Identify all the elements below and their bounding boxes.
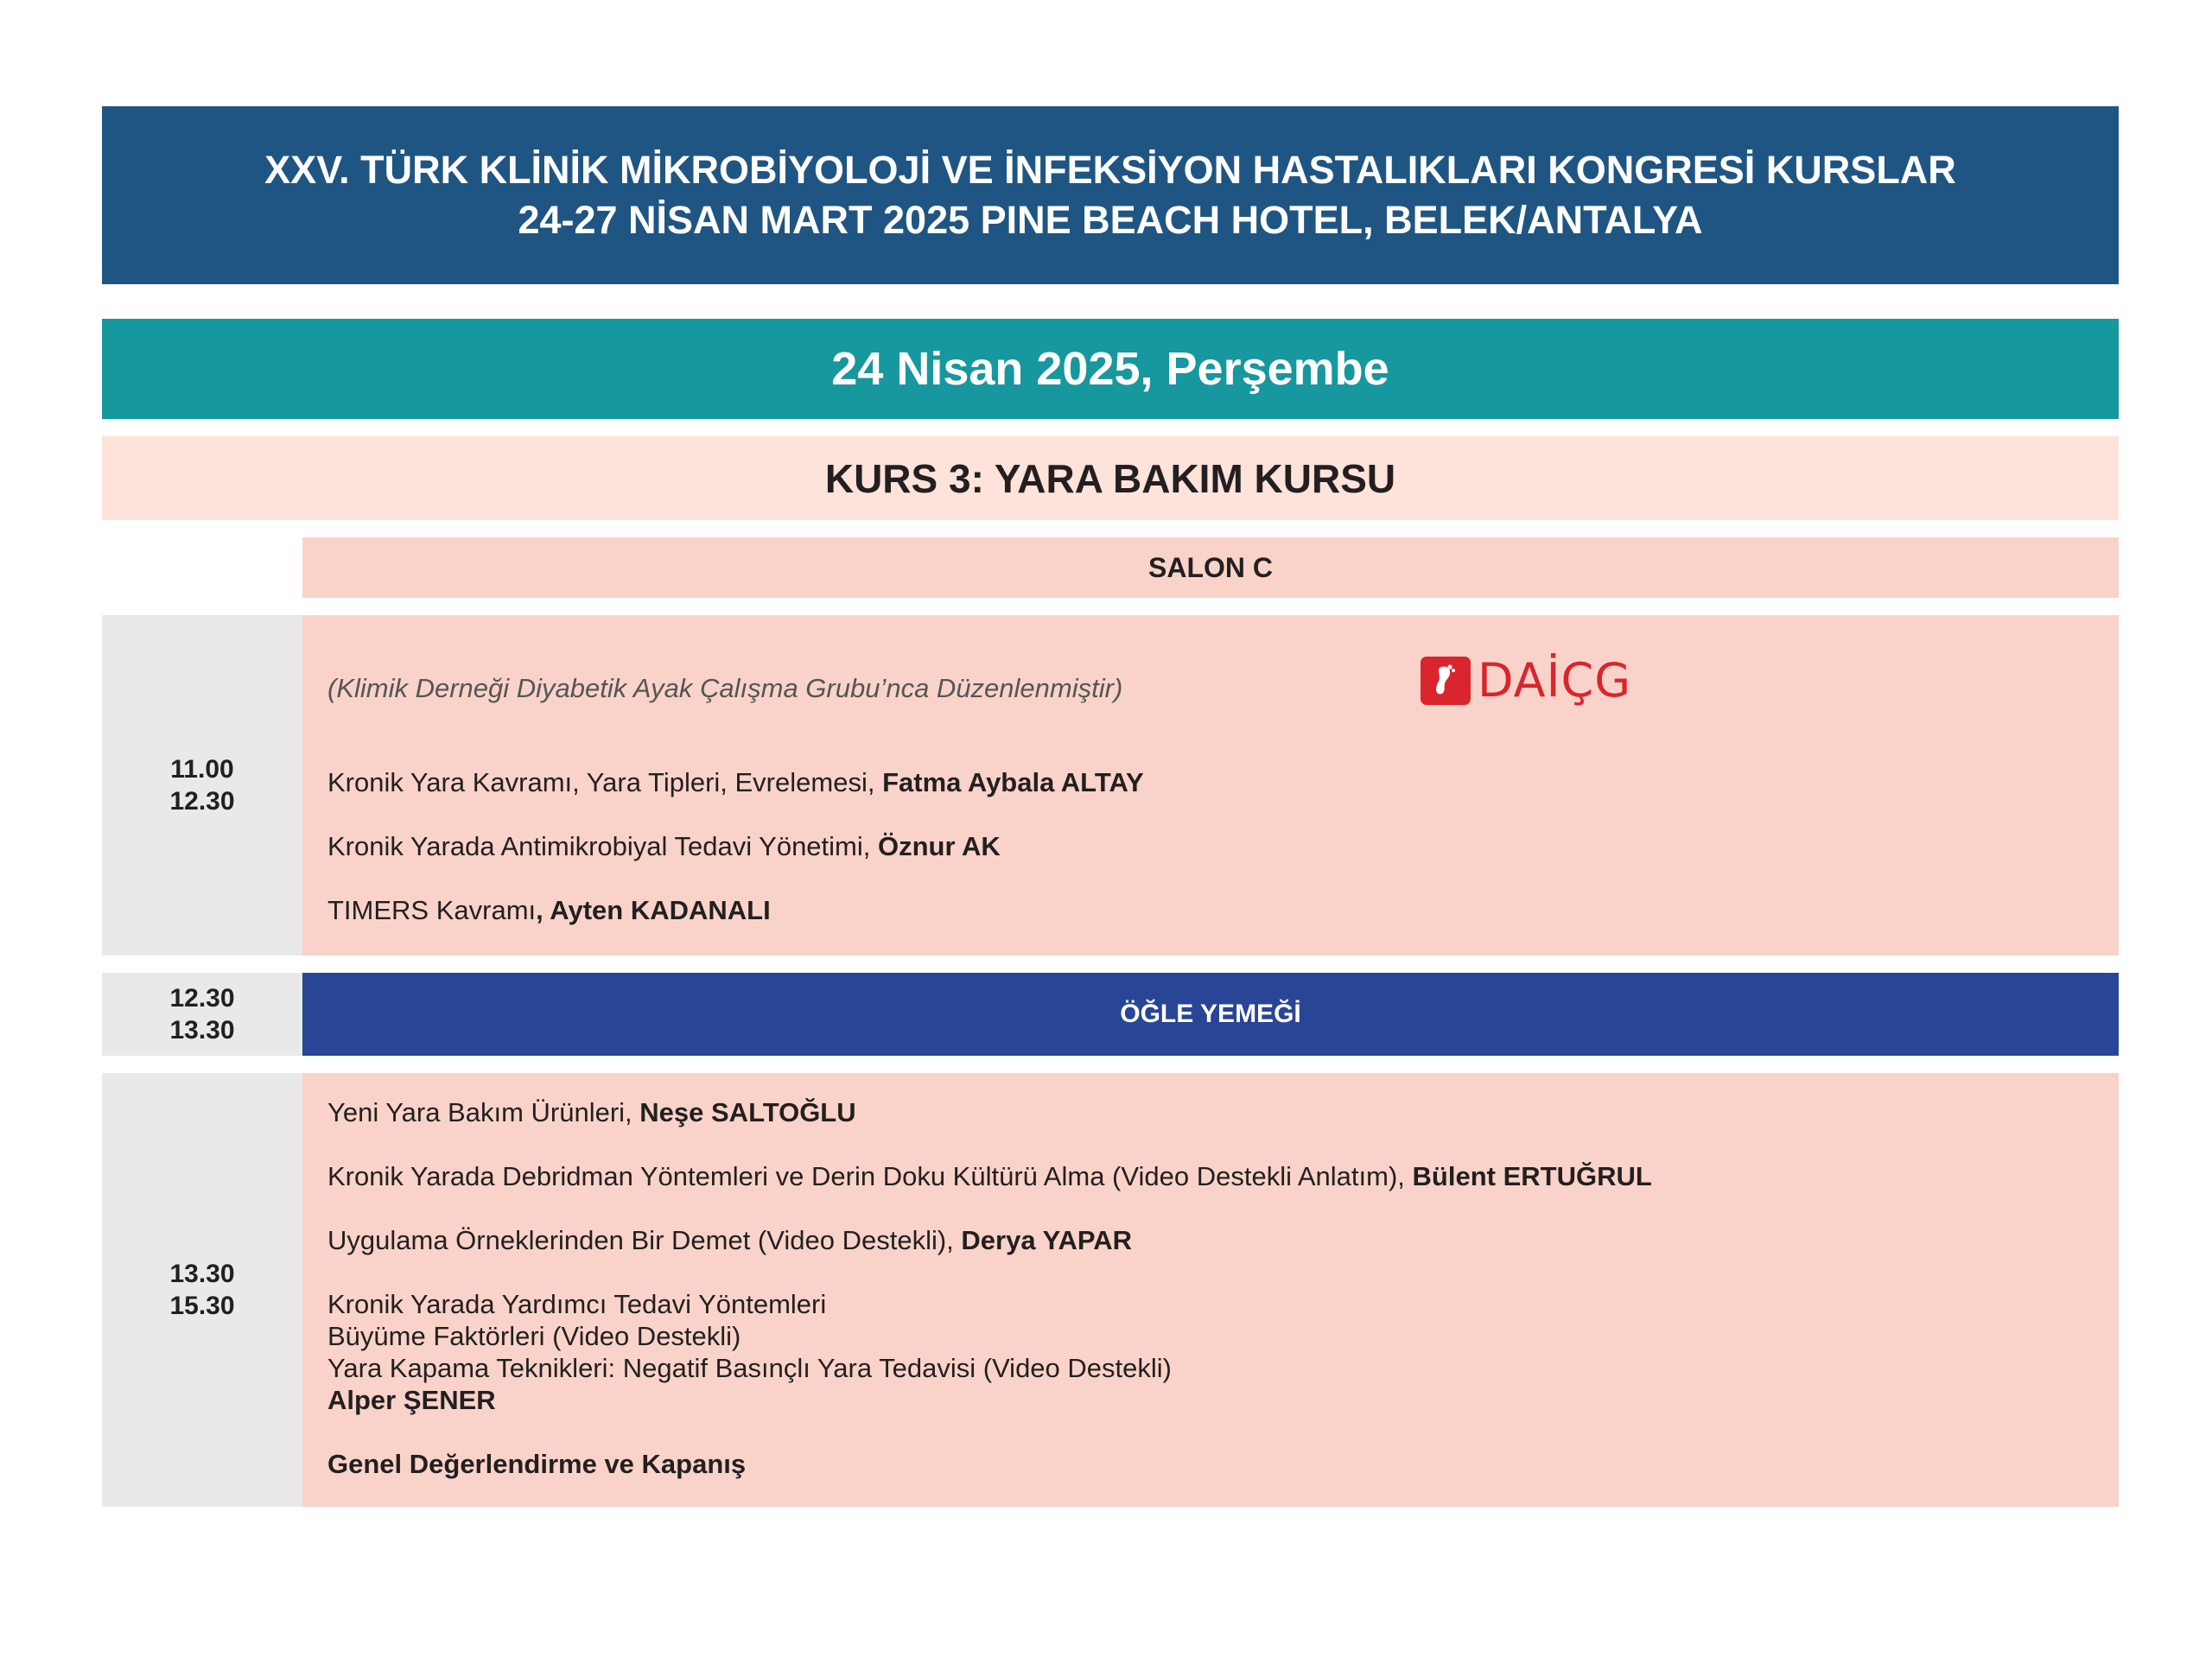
speaker-name: Öznur AK (877, 831, 1001, 861)
course-title: KURS 3: YARA BAKIM KURSU (824, 455, 1396, 501)
organizer-note: (Klimik Derneği Diyabetik Ayak Çalışma Grubu’nca Düzenlenmiştir) (327, 673, 1123, 703)
speaker-name: Bülent ERTUĞRUL (1412, 1161, 1652, 1191)
foot-icon (1421, 657, 1471, 705)
congress-header (102, 106, 2119, 284)
speaker-name: Neşe SALTOĞLU (639, 1097, 856, 1127)
list-item: Yeni Yara Bakım Ürünleri, Neşe SALTOĞLU (327, 1097, 856, 1127)
lunch-time-end: 13.30 (169, 1016, 235, 1045)
list-item: Kronik Yara Kavramı, Yara Tipleri, Evrelemesi, Fatma Aybala ALTAY (327, 767, 1144, 797)
salon-header (302, 537, 2119, 598)
list-item: Kronik Yarada Antimikrobiyal Tedavi Yönetimi, Öznur AK (327, 831, 1001, 861)
salon-label: SALON C (1148, 551, 1273, 583)
daicg-logo (1421, 653, 1631, 708)
session2-time-start: 13.30 (169, 1260, 235, 1288)
group-line: Büyüme Faktörleri (Video Destekli) (327, 1321, 741, 1351)
session1-time-end: 12.30 (169, 787, 235, 816)
group-line: Kronik Yarada Yardımcı Tedavi Yöntemleri (327, 1289, 827, 1319)
session2-time-cell (102, 1073, 302, 1507)
speaker-name: Fatma Aybala ALTAY (882, 767, 1144, 797)
course-title-bar (102, 436, 2119, 520)
group-line: Yara Kapama Teknikleri: Negatif Basınçlı Yara Tedavisi (Video Destekli) (327, 1353, 1172, 1383)
date-band (102, 319, 2119, 419)
session1-time-start: 11.00 (170, 755, 234, 784)
closing-item: Genel Değerlendirme ve Kapanış (327, 1449, 747, 1479)
session2-time-end: 15.30 (169, 1292, 235, 1320)
list-item: Uygulama Örneklerinden Bir Demet (Video Destekli), Derya YAPAR (327, 1225, 1132, 1255)
speaker-name: Derya YAPAR (961, 1225, 1132, 1255)
header-subtitle: 24-27 NİSAN MART 2025 PINE BEACH HOTEL, BELEK/ANTALYA (518, 198, 1703, 242)
date-label: 24 Nisan 2025, Perşembe (831, 343, 1389, 395)
session1-content (302, 615, 2119, 956)
logo-text: DAİÇG (1478, 653, 1632, 708)
speaker-name: , Ayten KADANALI (536, 895, 771, 925)
list-item: TIMERS Kavramı, Ayten KADANALI (327, 895, 771, 925)
speaker-name: Alper ŞENER (327, 1385, 496, 1415)
lunch-time-start: 12.30 (169, 984, 235, 1013)
session1-time-cell (102, 615, 302, 956)
lunch-time-cell (102, 973, 302, 1056)
lunch-label: ÖĞLE YEMEĞİ (1120, 1000, 1301, 1028)
session2-content (302, 1073, 2119, 1507)
lunch-bar (302, 973, 2119, 1056)
header-title: XXV. TÜRK KLİNİK MİKROBİYOLOJİ VE İNFEKSİYON HASTALIKLARI KONGRESİ KURSLAR (264, 148, 1956, 192)
list-item: Kronik Yarada Debridman Yöntemleri ve Derin Doku Kültürü Alma (Video Destekli Anlatım), Bülent ERTUĞRUL (327, 1161, 1652, 1191)
